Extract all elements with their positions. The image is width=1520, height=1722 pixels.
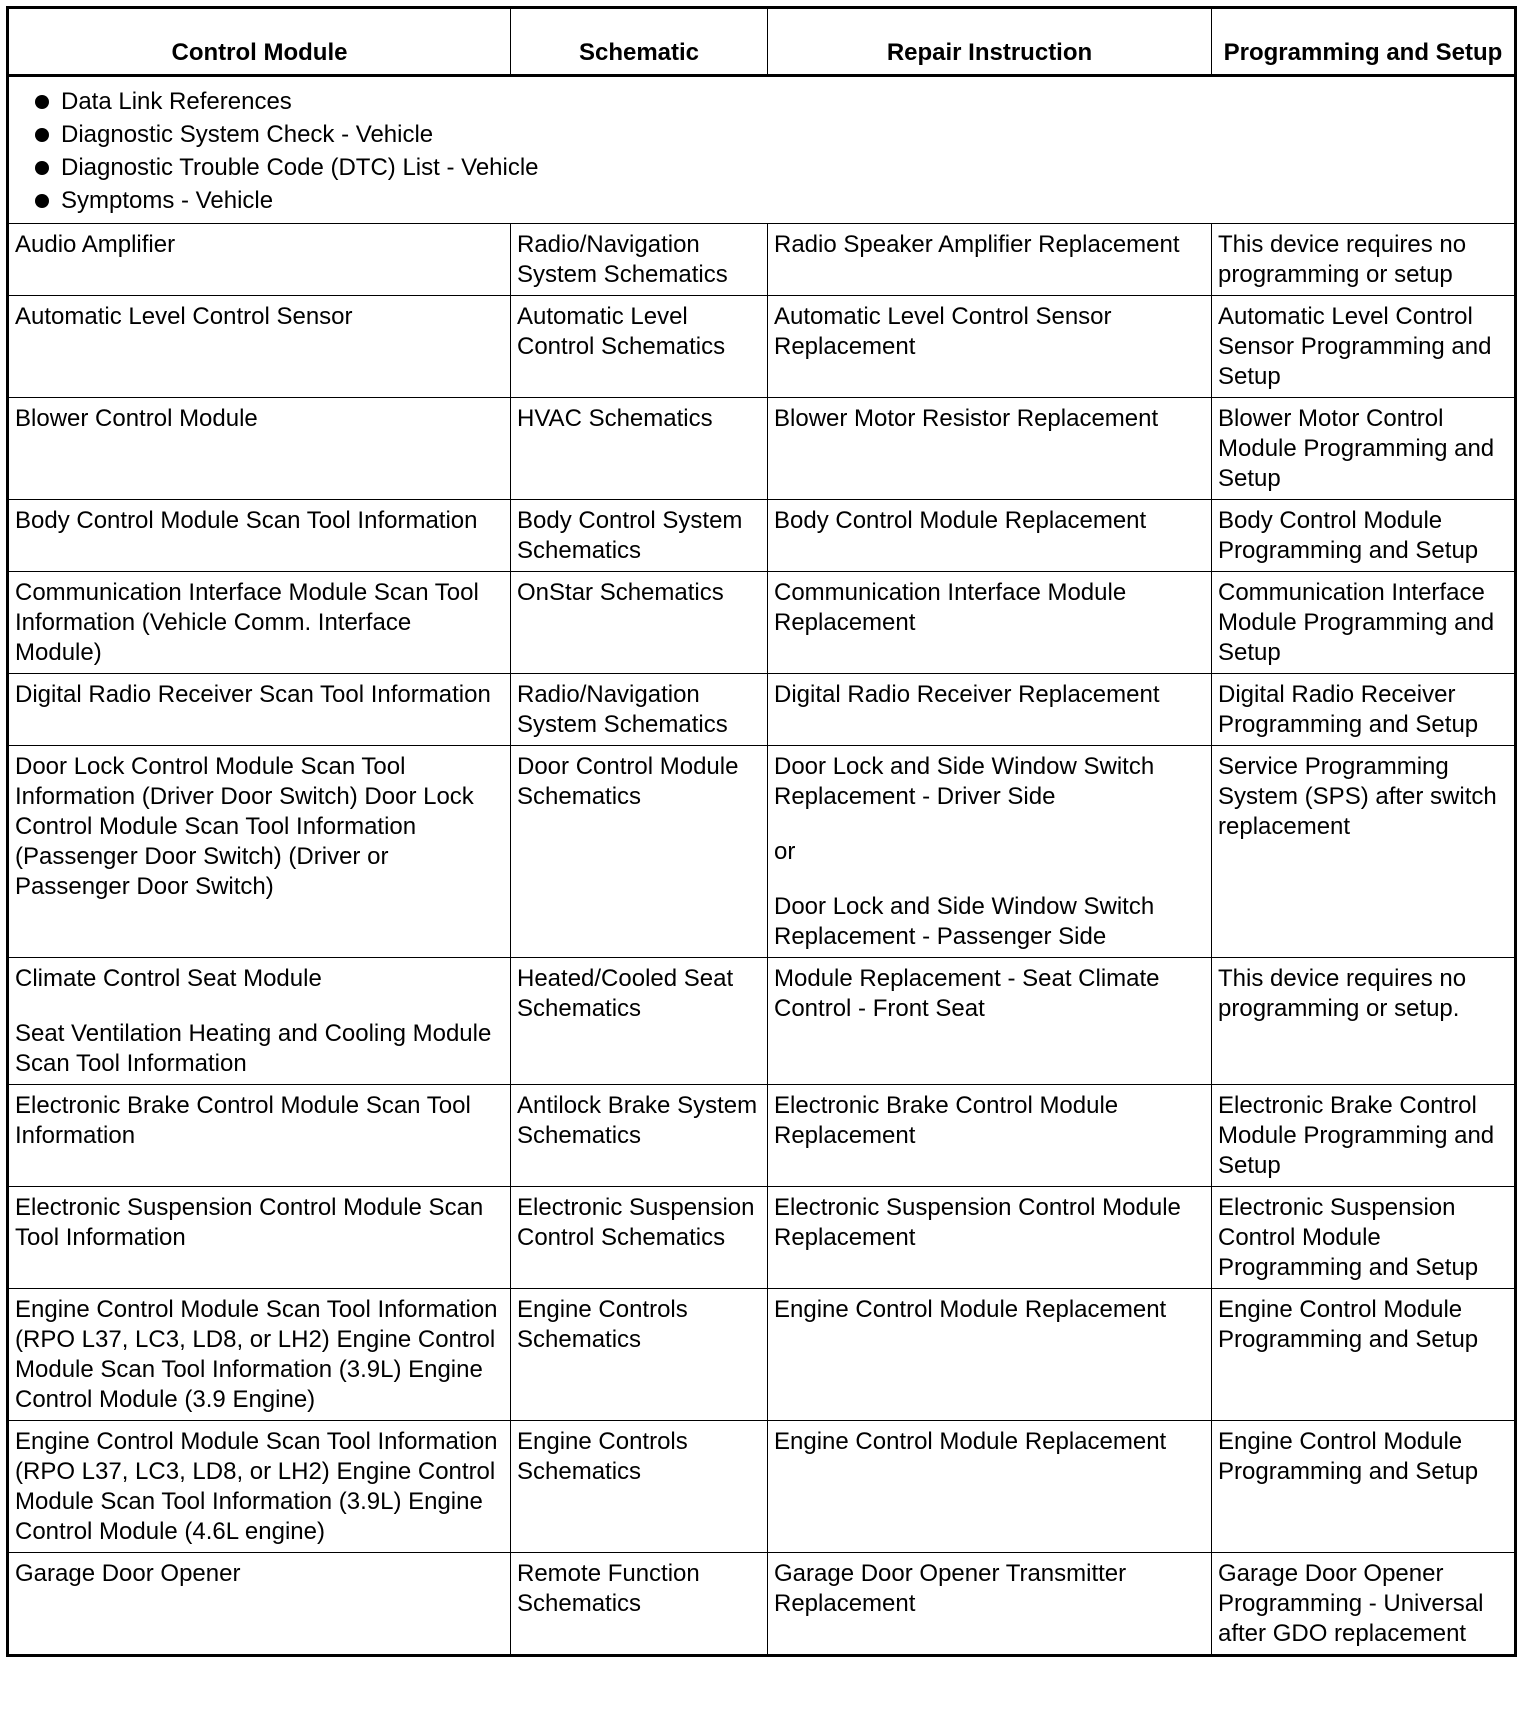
module-name-secondary[interactable]: Seat Ventilation Heating and Cooling Module Scan Tool Information [15, 1020, 492, 1077]
repair-cell [768, 746, 1212, 958]
intro-link-label: Data Link References [61, 88, 292, 115]
header-schematic: Schematic [511, 8, 768, 76]
intro-link-label: Diagnostic System Check - Vehicle [61, 121, 434, 148]
schematic-cell[interactable]: Remote Function Schematics [511, 1553, 768, 1656]
schematic-cell[interactable]: Antilock Brake System Schematics [511, 1085, 768, 1187]
table-row [8, 1085, 1516, 1187]
repair-option-driver[interactable]: Door Lock and Side Window Switch Replacement - Driver Side [774, 753, 1155, 810]
table-row [8, 500, 1516, 572]
table-row [8, 398, 1516, 500]
programming-cell[interactable]: Electronic Suspension Control Module Programming and Setup [1212, 1187, 1516, 1289]
table-row [8, 1421, 1516, 1553]
repair-cell[interactable]: Module Replacement - Seat Climate Control - Front Seat [768, 958, 1212, 1085]
repair-cell[interactable]: Communication Interface Module Replacement [768, 572, 1212, 674]
control-module-cell[interactable]: Garage Door Opener [8, 1553, 511, 1656]
programming-cell[interactable]: Garage Door Opener Programming - Universal after GDO replacement [1212, 1553, 1516, 1656]
repair-cell[interactable]: Electronic Brake Control Module Replacement [768, 1085, 1212, 1187]
schematic-cell[interactable]: Engine Controls Schematics [511, 1421, 768, 1553]
header-control-module: Control Module [8, 8, 511, 76]
programming-cell[interactable]: Body Control Module Programming and Setup [1212, 500, 1516, 572]
schematic-cell[interactable]: Automatic Level Control Schematics [511, 296, 768, 398]
control-module-cell[interactable]: Audio Amplifier [8, 224, 511, 296]
repair-cell[interactable]: Digital Radio Receiver Replacement [768, 674, 1212, 746]
control-module-cell[interactable]: Engine Control Module Scan Tool Information (RPO L37, LC3, LD8, or LH2) Engine Control Module Scan Tool Information (3.9L) Engine Control Module (3.9 Engine) [8, 1289, 511, 1421]
bullet-icon [35, 161, 49, 175]
bullet-icon [35, 95, 49, 109]
schematic-cell[interactable]: Radio/Navigation System Schematics [511, 224, 768, 296]
module-name-primary[interactable]: Climate Control Seat Module [15, 965, 322, 992]
repair-cell[interactable]: Electronic Suspension Control Module Replacement [768, 1187, 1212, 1289]
programming-cell[interactable]: This device requires no programming or setup [1212, 224, 1516, 296]
control-module-cell[interactable]: Automatic Level Control Sensor [8, 296, 511, 398]
schematic-cell[interactable]: Body Control System Schematics [511, 500, 768, 572]
programming-cell[interactable]: Engine Control Module Programming and Setup [1212, 1421, 1516, 1553]
table-row [8, 958, 1516, 1085]
intro-link-label: Symptoms - Vehicle [61, 187, 274, 214]
repair-cell[interactable]: Radio Speaker Amplifier Replacement [768, 224, 1212, 296]
schematic-cell[interactable]: Door Control Module Schematics [511, 746, 768, 958]
table-row [8, 572, 1516, 674]
table-row [8, 674, 1516, 746]
bullet-icon [35, 194, 49, 208]
programming-cell[interactable]: Blower Motor Control Module Programming and Setup [1212, 398, 1516, 500]
programming-cell[interactable]: This device requires no programming or setup. [1212, 958, 1516, 1085]
schematic-cell[interactable]: Radio/Navigation System Schematics [511, 674, 768, 746]
intro-row [8, 76, 1516, 224]
control-module-cell[interactable]: Engine Control Module Scan Tool Information (RPO L37, LC3, LD8, or LH2) Engine Control Module Scan Tool Information (3.9L) Engine Control Module (4.6L engine) [8, 1421, 511, 1553]
programming-cell[interactable]: Digital Radio Receiver Programming and Setup [1212, 674, 1516, 746]
repair-cell[interactable]: Body Control Module Replacement [768, 500, 1212, 572]
control-module-cell[interactable]: Electronic Suspension Control Module Scan Tool Information [8, 1187, 511, 1289]
intro-link[interactable] [19, 118, 1504, 151]
programming-cell[interactable]: Communication Interface Module Programming and Setup [1212, 572, 1516, 674]
schematic-cell[interactable]: Heated/Cooled Seat Schematics [511, 958, 768, 1085]
repair-cell[interactable]: Automatic Level Control Sensor Replacement [768, 296, 1212, 398]
programming-cell[interactable]: Automatic Level Control Sensor Programming and Setup [1212, 296, 1516, 398]
programming-cell[interactable]: Engine Control Module Programming and Setup [1212, 1289, 1516, 1421]
table-row [8, 1187, 1516, 1289]
bullet-icon [35, 128, 49, 142]
control-module-cell[interactable]: Body Control Module Scan Tool Information [8, 500, 511, 572]
header-repair-instruction: Repair Instruction [768, 8, 1212, 76]
header-row [8, 8, 1516, 76]
control-module-cell[interactable]: Blower Control Module [8, 398, 511, 500]
module-reference-table [6, 6, 1517, 1657]
intro-link[interactable] [19, 85, 1504, 118]
table-row [8, 746, 1516, 958]
table-row [8, 224, 1516, 296]
control-module-cell [8, 958, 511, 1085]
repair-option-passenger[interactable]: Door Lock and Side Window Switch Replacement - Passenger Side [774, 893, 1155, 950]
intro-link[interactable] [19, 151, 1504, 184]
header-programming-setup: Programming and Setup [1212, 8, 1516, 76]
table-row [8, 1553, 1516, 1656]
intro-link-label: Diagnostic Trouble Code (DTC) List - Vehicle [61, 154, 539, 181]
schematic-cell[interactable]: HVAC Schematics [511, 398, 768, 500]
intro-cell [8, 76, 1516, 224]
schematic-cell[interactable]: Engine Controls Schematics [511, 1289, 768, 1421]
control-module-cell[interactable]: Door Lock Control Module Scan Tool Information (Driver Door Switch) Door Lock Control Module Scan Tool Information (Passenger Door Switch) (Driver or Passenger Door Switch) [8, 746, 511, 958]
repair-cell[interactable]: Garage Door Opener Transmitter Replacement [768, 1553, 1212, 1656]
control-module-cell[interactable]: Electronic Brake Control Module Scan Tool Information [8, 1085, 511, 1187]
control-module-cell[interactable]: Digital Radio Receiver Scan Tool Information [8, 674, 511, 746]
repair-cell[interactable]: Engine Control Module Replacement [768, 1289, 1212, 1421]
programming-cell[interactable]: Electronic Brake Control Module Programming and Setup [1212, 1085, 1516, 1187]
repair-cell[interactable]: Engine Control Module Replacement [768, 1421, 1212, 1553]
schematic-cell[interactable]: Electronic Suspension Control Schematics [511, 1187, 768, 1289]
schematic-cell[interactable]: OnStar Schematics [511, 572, 768, 674]
programming-cell[interactable]: Service Programming System (SPS) after switch replacement [1212, 746, 1516, 958]
table-row [8, 1289, 1516, 1421]
repair-cell[interactable]: Blower Motor Resistor Replacement [768, 398, 1212, 500]
control-module-cell[interactable]: Communication Interface Module Scan Tool Information (Vehicle Comm. Interface Module) [8, 572, 511, 674]
intro-link-list [19, 85, 1504, 217]
table-row [8, 296, 1516, 398]
intro-link[interactable] [19, 184, 1504, 217]
repair-option-or: or [774, 838, 796, 865]
